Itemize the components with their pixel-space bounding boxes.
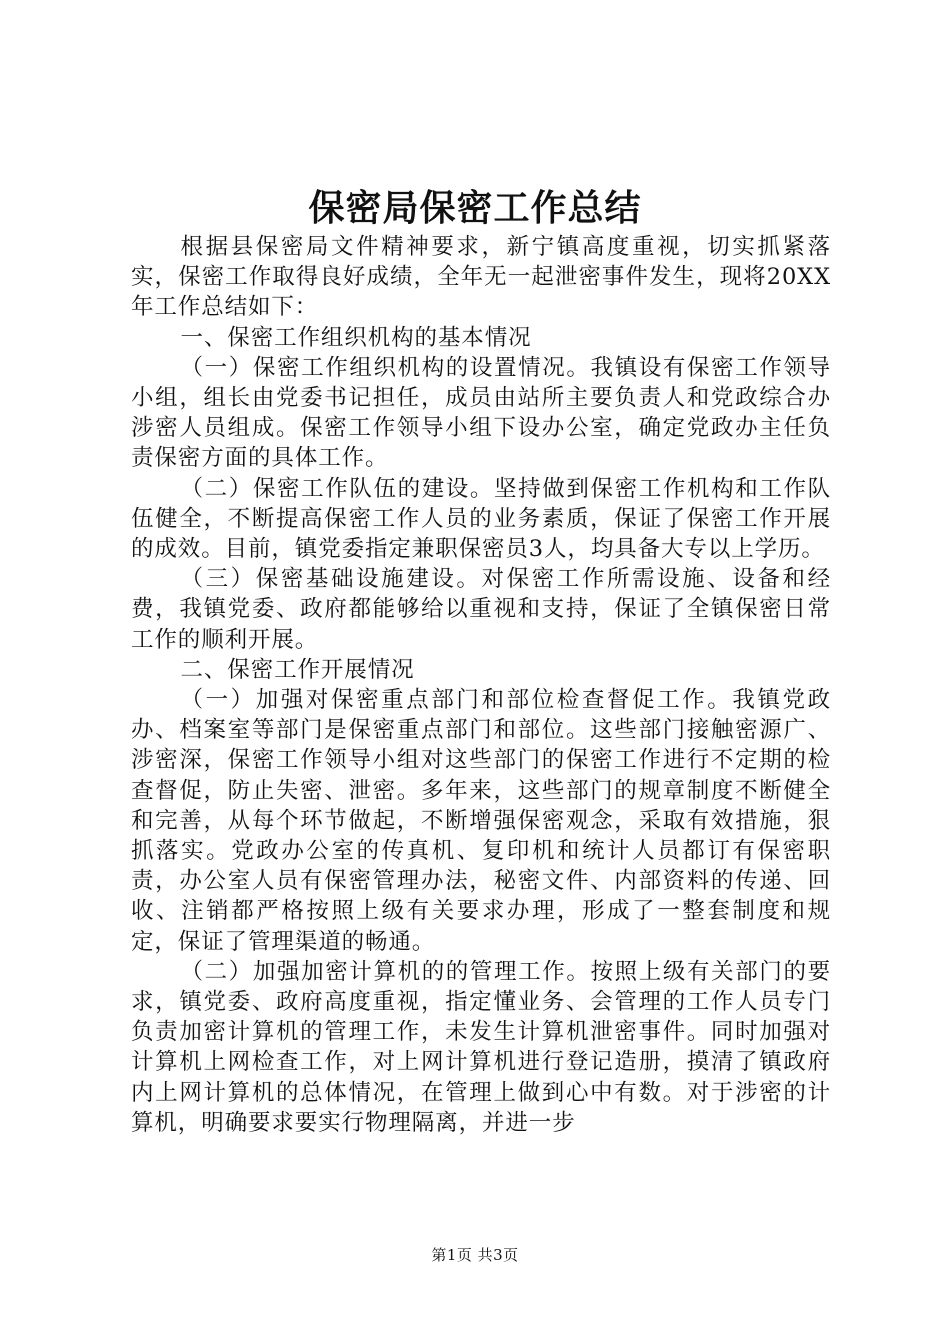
section-2-item-2: （二）加强加密计算机的的管理工作。按照上级有关部门的要求，镇党委、政府高度重视，指定懂业务、会管理的工作人员专门负责加密计算机的管理工作，未发生计算机泄密事件。同时加强对计算机上网检查工作，对上网计算机进行登记造册，摸清了镇政府内上网计算机的总体情况，在管理上做到心中有数。对于涉密的计算机，明确要求要实行物理隔离，并进一步 [131,958,831,1136]
document-body [131,232,831,1138]
intro-paragraph: 根据县保密局文件精神要求，新宁镇高度重视，切实抓紧落实，保密工作取得良好成绩，全年无一起泄密事件发生，现将20XX年工作总结如下： [131,234,831,321]
document-title: 保密局保密工作总结 [308,187,642,229]
page-footer: 第1页 共3页 [431,1246,519,1264]
section-2-item-1: （一）加强对保密重点部门和部位检查督促工作。我镇党政办、档案室等部门是保密重点部门和部位。这些部门接触密源广、涉密深，保密工作领导小组对这些部门的保密工作进行不定期的检查督促，防止失密、泄密。多年来，这些部门的规章制度不断健全和完善，从每个环节做起，不断增强保密观念，采取有效措施，狠抓落实。党政办公室的传真机、复印机和统计人员都订有保密职责，办公室人员有保密管理办法，秘密文件、内部资料的传递、回收、注销都严格按照上级有关要求办理，形成了一整套制度和规定，保证了管理渠道的畅通。 [131,687,831,955]
section-1-item-1: （一）保密工作组织机构的设置情况。我镇设有保密工作领导小组，组长由党委书记担任，成员由站所主要负责人和党政综合办涉密人员组成。保密工作领导小组下设办公室，确定党政办主任负责保密方面的具体工作。 [131,354,831,472]
section-heading-1: 一、保密工作组织机构的基本情况 [180,324,532,351]
section-heading-2: 二、保密工作开展情况 [180,656,415,683]
section-1-item-2: （二）保密工作队伍的建设。坚持做到保密工作机构和工作队伍健全，不断提高保密工作人员的业务素质，保证了保密工作开展的成效。目前，镇党委指定兼职保密员3人，均具备大专以上学历。 [131,475,831,563]
section-1-item-3: （三）保密基础设施建设。对保密工作所需设施、设备和经费，我镇党委、政府都能够给以重视和支持，保证了全镇保密日常工作的顺利开展。 [131,566,831,653]
